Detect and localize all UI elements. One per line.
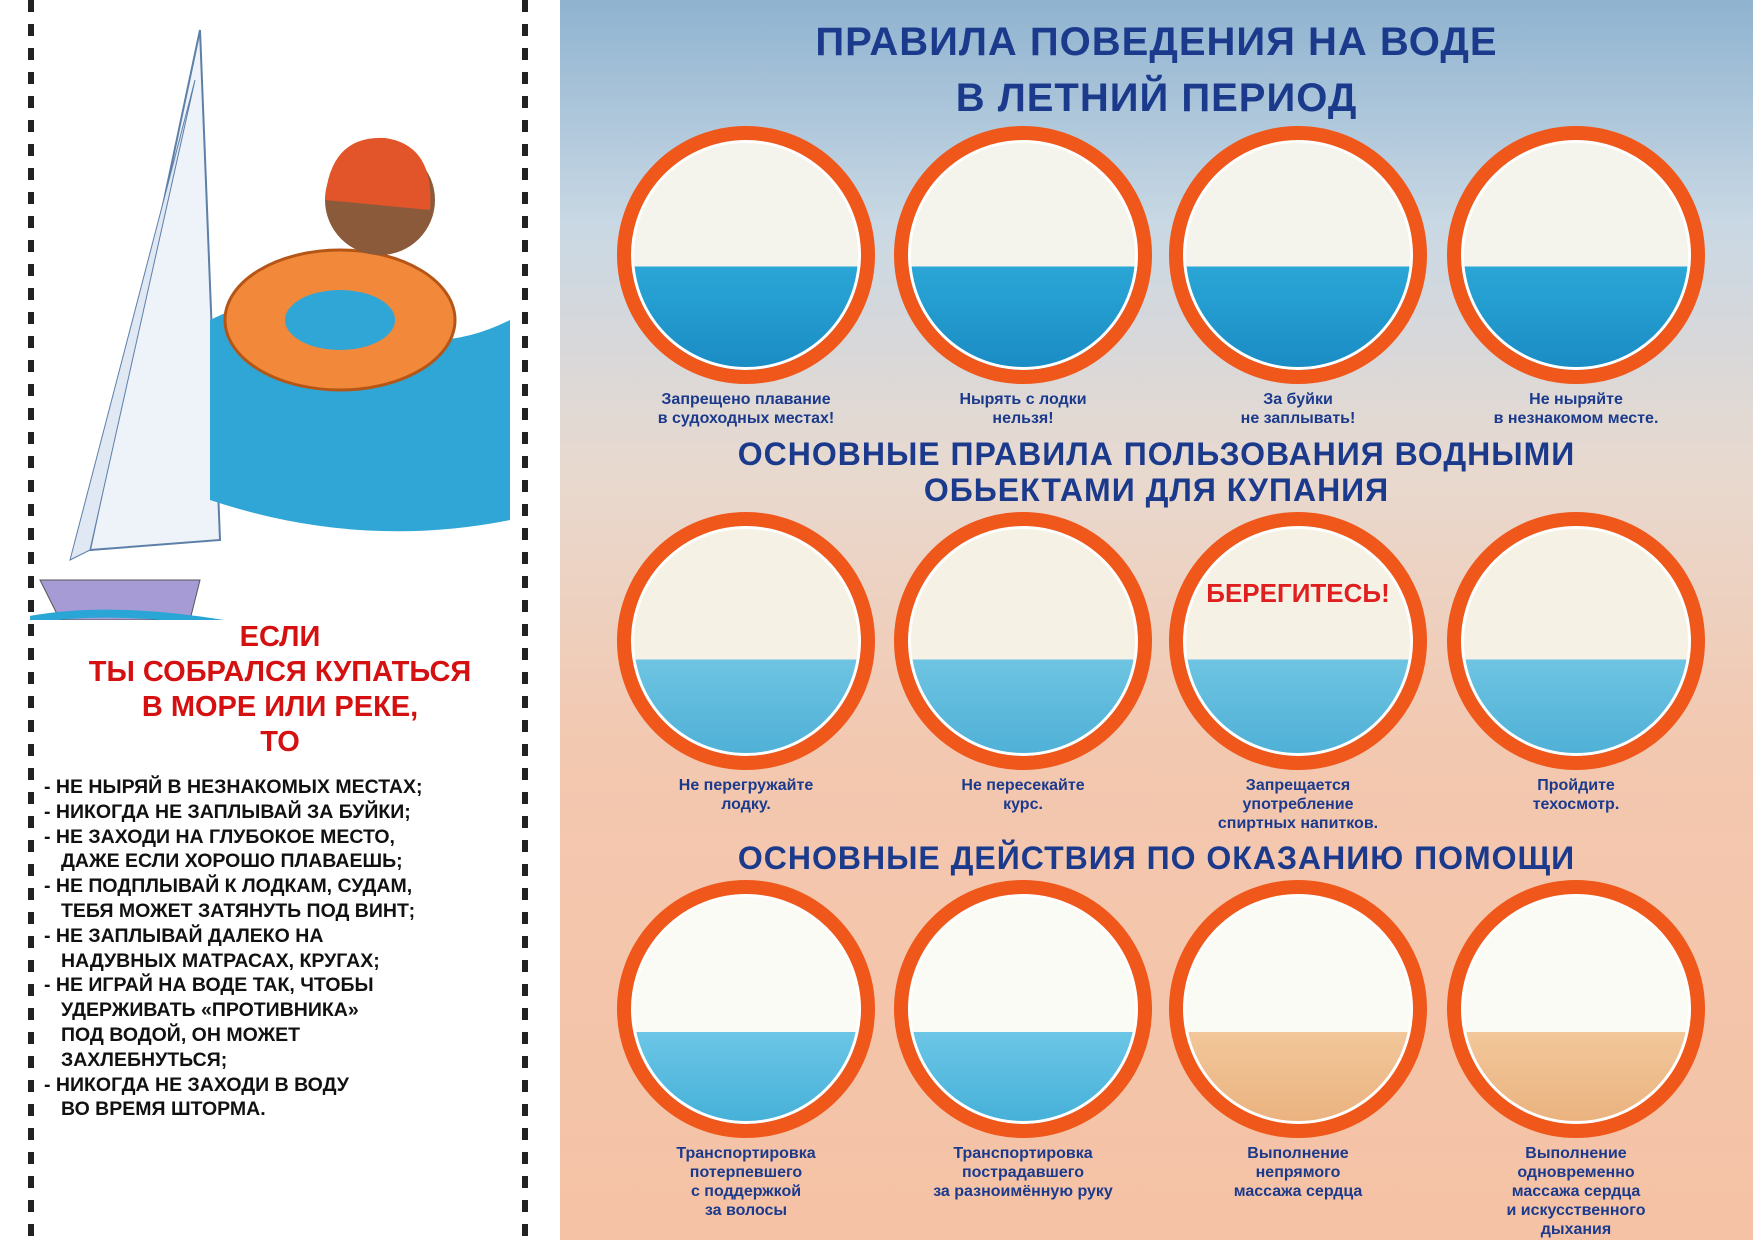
heading-line: В МОРЕ ИЛИ РЕКЕ, (141, 691, 419, 723)
aid-caption: Выполнение одновременно массажа сердца и искусственного дыхания (1506, 1145, 1646, 1238)
cpr-rescue-breath-icon (1447, 880, 1705, 1138)
rule-item: - НЕ ИГРАЙ НА ВОДЕ ТАК, ЧТОБЫ УДЕРЖИВАТЬ «ПРОТИВНИКА» ПОД ВОДОЙ, ОН МОЖЕТ ЗАХЛЕБНУТЬСЯ; (44, 974, 374, 1071)
no-alcohol-rowing-icon (1169, 512, 1427, 770)
warning-heading (40, 620, 520, 760)
rule-card (1438, 126, 1714, 428)
poster-panel (560, 0, 1753, 1240)
aid-caption: Выполнение непрямого массажа сердца (1233, 1145, 1363, 1200)
rule-item: - НЕ НЫРЯЙ В НЕЗНАКОМЫХ МЕСТАХ; (44, 776, 423, 798)
heading-line: ОБЬЕКТАМИ ДЛЯ КУПАНИЯ (923, 472, 1390, 508)
aid-card (885, 880, 1161, 1201)
aid-card (608, 880, 884, 1220)
heading-line: ОСНОВНЫЕ ПРАВИЛА ПОЛЬЗОВАНИЯ ВОДНЫМИ (737, 436, 1576, 472)
heading-first-aid: ОСНОВНЫЕ ДЕЙСТВИЯ ПО ОКАЗАНИЮ ПОМОЩИ (737, 840, 1576, 876)
left-panel (0, 0, 560, 1240)
aid-card (1438, 880, 1714, 1239)
aid-card (1160, 880, 1436, 1201)
rule-card (1160, 126, 1436, 428)
safety-rules-list (44, 775, 524, 1122)
rule-card (1160, 512, 1436, 833)
hair-tow-icon (617, 880, 875, 1138)
rule-card (885, 512, 1161, 814)
rule-caption: Не перегружайте лодку. (678, 777, 814, 813)
cpr-icon (1169, 880, 1427, 1138)
unknown-dive-icon (1447, 126, 1705, 384)
aid-caption: Транспортировка потерпевшего с поддержкой за волосы (676, 1145, 816, 1219)
rule-item: - НЕ ПОДПЛЫВАЙ К ЛОДКАМ, СУДАМ, ТЕБЯ МОЖЕТ ЗАТЯНУТЬ ПОД ВИНТ; (44, 875, 416, 922)
heading-line: ТЫ СОБРАЛСЯ КУПАТЬСЯ (88, 656, 472, 688)
windsurf-ship-icon (894, 512, 1152, 770)
rule-card (1438, 512, 1714, 814)
buoy-icon (1169, 126, 1427, 384)
rule-caption: Нырять с лодки нельзя! (959, 391, 1087, 427)
rule-card (885, 126, 1161, 428)
poster-title (560, 14, 1753, 126)
child-swimming-illustration (210, 120, 510, 540)
rule-item: - НЕ ЗАХОДИ НА ГЛУБОКОЕ МЕСТО, ДАЖЕ ЕСЛИ ХОРОШО ПЛАВАЕШЬ; (44, 825, 403, 873)
heading-line: ЕСЛИ (239, 621, 321, 653)
title-line: В ЛЕТНИЙ ПЕРИОД (955, 76, 1358, 120)
rule-card (608, 126, 884, 428)
rule-caption: Запрещается употребление спиртных напитков. (1217, 777, 1379, 832)
shipping-lane-icon (617, 126, 875, 384)
rule-caption: Не пересекайте курс. (961, 777, 1085, 813)
aid-caption: Транспортировка пострадавшего за разноимённую руку (933, 1145, 1113, 1200)
beware-label: БЕРЕГИТЕСЬ! (1206, 578, 1390, 608)
rule-item: - НИКОГДА НЕ ЗАХОДИ В ВОДУ ВО ВРЕМЯ ШТОРМА. (44, 1073, 349, 1121)
heading-water-objects (560, 436, 1753, 508)
overloaded-boat-icon (617, 512, 875, 770)
rule-item: - НИКОГДА НЕ ЗАПЛЫВАЙ ЗА БУЙКИ; (44, 800, 411, 823)
rule-caption: Не ныряйте в незнакомом месте. (1493, 391, 1659, 427)
arm-tow-icon (894, 880, 1152, 1138)
title-line: ПРАВИЛА ПОВЕДЕНИЯ НА ВОДЕ (815, 20, 1498, 64)
rule-caption: Запрещено плавание в судоходных местах! (657, 391, 835, 427)
rule-caption: Пройдите техосмотр. (1532, 777, 1620, 813)
rule-item: - НЕ ЗАПЛЫВАЙ ДАЛЕКО НА НАДУВНЫХ МАТРАСАХ, КРУГАХ; (44, 924, 380, 972)
heading-line: ТО (260, 726, 300, 758)
boat-fire-icon (1447, 512, 1705, 770)
sailboat-illustration (30, 20, 230, 620)
rule-card (608, 512, 884, 814)
rule-caption: За буйки не заплывать! (1240, 391, 1356, 427)
boat-dive-icon (894, 126, 1152, 384)
